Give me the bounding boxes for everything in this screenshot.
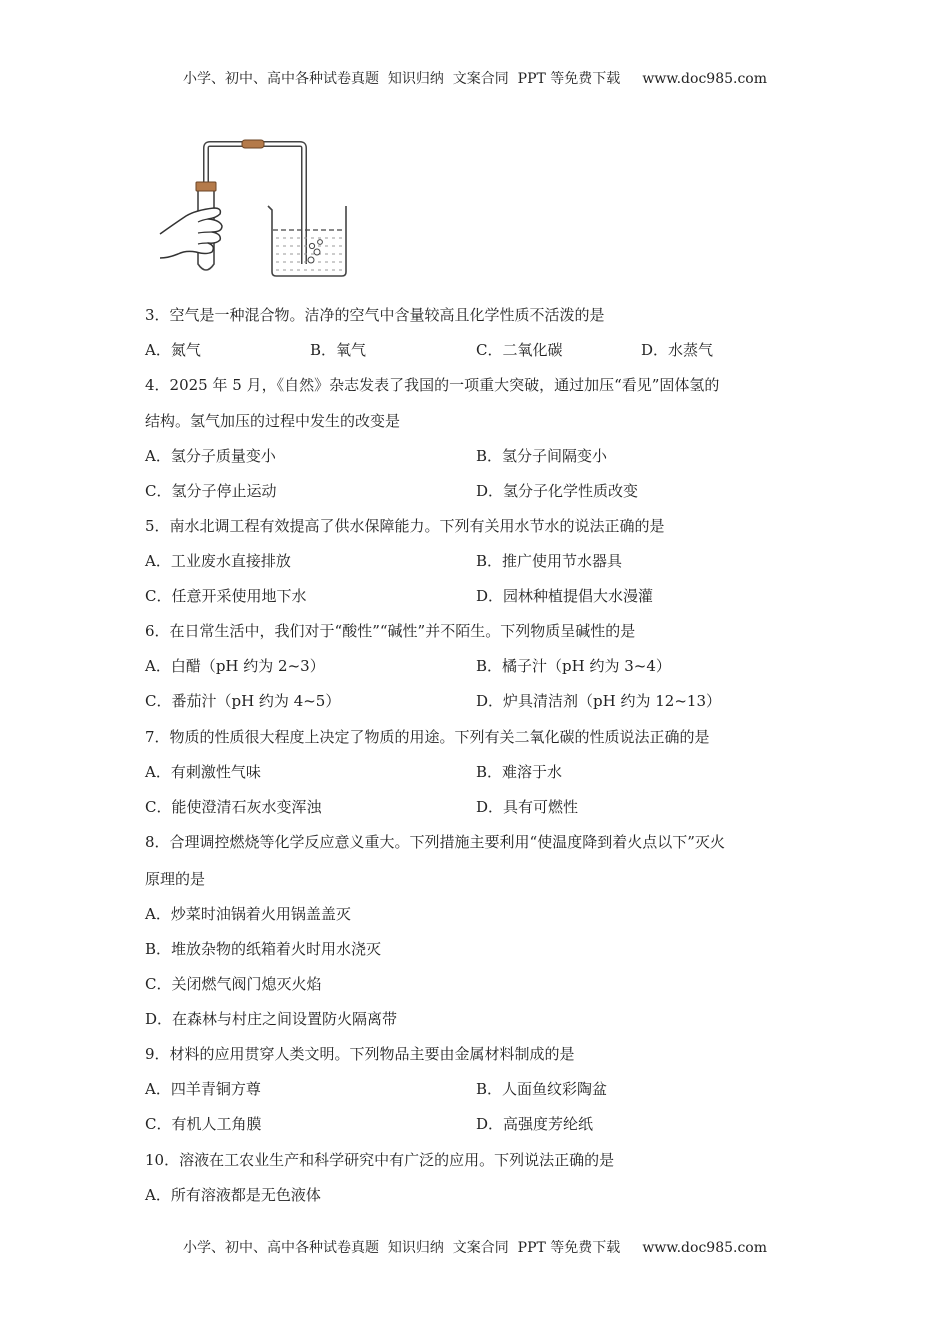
q4-option-b: B．氢分子间隔变小 xyxy=(476,447,608,465)
q8-stem-line1: 8．合理调控燃烧等化学反应意义重大。下列措施主要利用“使温度降到着火点以下”灭火 xyxy=(145,833,725,851)
q8-option-d: D．在森林与村庄之间设置防火隔离带 xyxy=(145,1010,398,1028)
q9-option-d: D．高强度芳纶纸 xyxy=(476,1115,594,1133)
q10-option-a: A．所有溶液都是无色液体 xyxy=(145,1186,321,1204)
q5-option-a: A．工业废水直接排放 xyxy=(145,552,291,570)
bubble xyxy=(308,257,314,263)
q6-stem: 6．在日常生活中，我们对于“酸性”“碱性”并不陌生。下列物质呈碱性的是 xyxy=(145,622,636,640)
bubble xyxy=(309,243,314,248)
q9-option-b: B．人面鱼纹彩陶盆 xyxy=(476,1080,608,1098)
page-header xyxy=(0,68,950,88)
page-footer xyxy=(0,1237,950,1257)
q7-option-a: A．有刺激性气味 xyxy=(145,763,261,781)
q8-option-a: A．炒菜时油锅着火用锅盖盖灭 xyxy=(145,905,351,923)
header-url[interactable]: www.doc985.com xyxy=(642,71,767,87)
delivery-tube xyxy=(206,144,304,264)
q3-option-a: A．氮气 xyxy=(145,341,201,359)
q8-stem-line2: 原理的是 xyxy=(145,870,206,888)
q7-option-b: B．难溶于水 xyxy=(476,763,563,781)
q4-stem-line1: 4．2025 年 5 月，《自然》杂志发表了我国的一项重大突破，通过加压“看见”固体氢的 xyxy=(145,376,720,394)
q5-option-b: B．推广使用节水器具 xyxy=(476,552,623,570)
header-text: 小学、初中、高中各种试卷真题 知识归纳 文案合同 PPT 等免费下载 xyxy=(182,71,621,87)
q6-option-b: B．橘子汁（pH 约为 3~4） xyxy=(476,657,671,675)
q8-option-c: C．关闭燃气阀门熄灭火焰 xyxy=(145,975,322,993)
q7-option-c: C．能使澄清石灰水变浑浊 xyxy=(145,798,322,816)
bubble xyxy=(318,240,323,245)
bubble xyxy=(314,249,320,255)
q9-stem: 9．材料的应用贯穿人类文明。下列物品主要由金属材料制成的是 xyxy=(145,1045,575,1063)
rubber-connector xyxy=(242,140,264,148)
q9-option-c: C．有机人工角膜 xyxy=(145,1115,262,1133)
stopper xyxy=(196,182,216,191)
q3-option-d: D．水蒸气 xyxy=(641,341,714,359)
q7-option-d: D．具有可燃性 xyxy=(476,798,579,816)
hand xyxy=(160,208,222,258)
q6-option-a: A．白醋（pH 约为 2~3） xyxy=(145,657,325,675)
q4-option-d: D．氢分子化学性质改变 xyxy=(476,482,639,500)
footer-text: 小学、初中、高中各种试卷真题 知识归纳 文案合同 PPT 等免费下载 xyxy=(182,1240,621,1256)
q3-option-c: C．二氧化碳 xyxy=(476,341,563,359)
q5-option-d: D．园林种植提倡大水漫灌 xyxy=(476,587,654,605)
q7-stem: 7．物质的性质很大程度上决定了物质的用途。下列有关二氧化碳的性质说法正确的是 xyxy=(145,728,710,746)
q10-stem: 10．溶液在工农业生产和科学研究中有广泛的应用。下列说法正确的是 xyxy=(145,1151,615,1169)
q3-stem: 3．空气是一种混合物。洁净的空气中含量较高且化学性质不活泼的是 xyxy=(145,306,605,324)
q4-option-c: C．氢分子停止运动 xyxy=(145,482,277,500)
q6-option-c: C．番茄汁（pH 约为 4~5） xyxy=(145,692,341,710)
q3-option-b: B．氧气 xyxy=(310,341,367,359)
q4-stem-line2: 结构。氢气加压的过程中发生的改变是 xyxy=(145,412,401,430)
footer-url[interactable]: www.doc985.com xyxy=(642,1240,767,1256)
q5-stem: 5．南水北调工程有效提高了供水保障能力。下列有关用水节水的说法正确的是 xyxy=(145,517,665,535)
gas-tightness-check-apparatus-icon xyxy=(156,136,356,286)
q8-option-b: B．堆放杂物的纸箱着火时用水浇灭 xyxy=(145,940,382,958)
q9-option-a: A．四羊青铜方尊 xyxy=(145,1080,261,1098)
q5-option-c: C．任意开采使用地下水 xyxy=(145,587,307,605)
q6-option-d: D．炉具清洁剂（pH 约为 12~13） xyxy=(476,692,721,710)
q4-option-a: A．氢分子质量变小 xyxy=(145,447,276,465)
